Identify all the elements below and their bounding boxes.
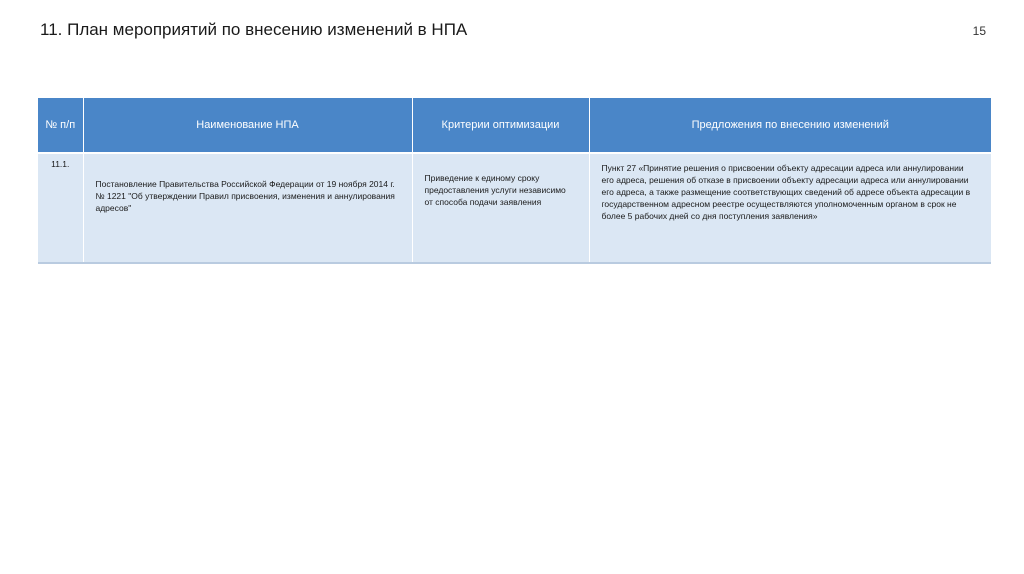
page-number: 15 [972, 24, 986, 38]
cell-num: 11.1. [38, 153, 83, 263]
header-npa: Наименование НПА [83, 98, 412, 153]
table-row [38, 153, 991, 263]
cell-npa: Постановление Правительства Российской Федерации от 19 ноября 2014 г. № 1221 "Об утверждении Правил присвоения, изменения и аннулирования адресов" [83, 153, 412, 263]
table-header-row [38, 98, 991, 153]
header-num: № п/п [38, 98, 83, 153]
cell-proposals: Пункт 27 «Принятие решения о присвоении объекту адресации адреса или аннулировании его адреса, решения об отказе в присвоении объекту адресации адреса или аннулировании его адреса, а также размещение соответствующих сведений об адресе объекта адресации в государственном адресном реестре осуществляются уполномоченным органом в срок не более 5 рабочих дней со дня поступления заявления» [589, 153, 991, 263]
header-criteria: Критерии оптимизации [412, 98, 589, 153]
slide-title: 11. План мероприятий по внесению изменений в НПА [40, 20, 468, 39]
plan-table [38, 98, 991, 264]
header-proposals: Предложения по внесению изменений [589, 98, 991, 153]
cell-criteria: Приведение к единому сроку предоставления услуги независимо от способа подачи заявления [412, 153, 589, 263]
